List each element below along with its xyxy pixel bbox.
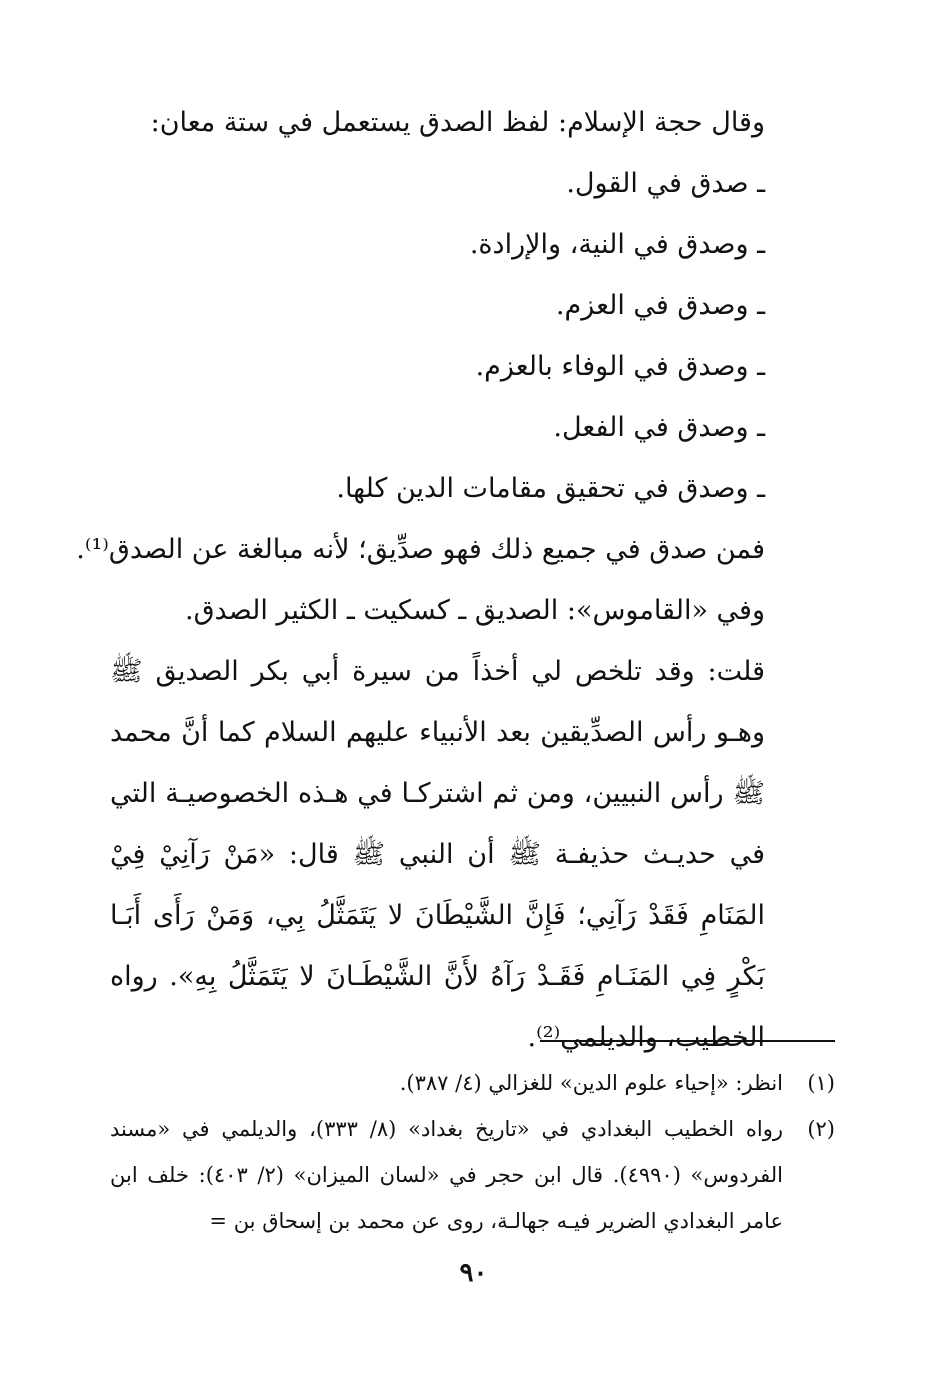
footnote-1 — [110, 1060, 835, 1106]
conclusion-line: فمن صدق في جميع ذلك فهو صدِّيق؛ لأنه مبالغة عن الصدق⁽¹⁾. — [76, 534, 765, 565]
list-item: ـ صدق في القول. — [566, 168, 765, 199]
footnotes — [110, 1060, 835, 1244]
footnote-number: (١) — [807, 1071, 835, 1095]
page-number: ٩٠ — [459, 1258, 488, 1288]
list-item: ـ وصدق في تحقيق مقامات الدين كلها. — [336, 473, 765, 504]
footnote-text: رواه الخطيب البغدادي في «تاريخ بغداد» (٨/ ٣٣٣)، والديلمي في «مسند الفردوس» (٤٩٩٠). قال ابن حجر في «لسان الميزان» (٢/ ٤٠٣): خلف ابن عامر البغدادي الضرير فيـه جهالـة، روى عن محمد بن إسحاق بن = — [110, 1117, 783, 1233]
list-item: ـ وصدق في النية، والإرادة. — [469, 229, 765, 260]
list-item: ـ وصدق في الوفاء بالعزم. — [475, 351, 765, 382]
footnote-text: انظر: «إحياء علوم الدين» للغزالي (٤/ ٣٨٧). — [399, 1071, 783, 1095]
footnote-2 — [110, 1106, 835, 1244]
main-text — [76, 92, 835, 1068]
qamus-line: وفي «القاموس»: الصديق ـ كسكيت ـ الكثير الصدق. — [185, 595, 765, 626]
list-item: ـ وصدق في العزم. — [555, 290, 765, 321]
main-paragraph: قلت: وقد تلخص لي أخذاً من سيرة أبي بكر الصديق ﷺ وهـو رأس الصدِّيقين بعد الأنبياء عليهم السلام كما أنَّ محمد ﷺ رأس النبيين، ومن ثم اشتركـا في هـذه الخصوصيـة التي في حديـث حذيفـة ﷺ أن النبي ﷺ قال: «مَنْ رَآنِيْ فِيْ المَنَامِ فَقَدْ رَآنِي؛ فَإِنَّ الشَّيْطَانَ لا يَتَمَثَّلُ بِي، وَمَنْ رَأَى أَبَـا بَكْرٍ فِي المَنَـامِ فَقَـدْ رَآهُ لأَنَّ الشَّيْطَـانَ لا يَتَمَثَّلُ بِهِ». رواه الخطيب، والديلمي⁽²⁾. — [110, 656, 765, 1053]
list-item: ـ وصدق في الفعل. — [553, 412, 765, 443]
footnote-number: (٢) — [807, 1117, 835, 1141]
footnote-separator — [540, 1040, 835, 1042]
intro-line: وقال حجة الإسلام: لفظ الصدق يستعمل في ستة معان: — [150, 107, 765, 138]
